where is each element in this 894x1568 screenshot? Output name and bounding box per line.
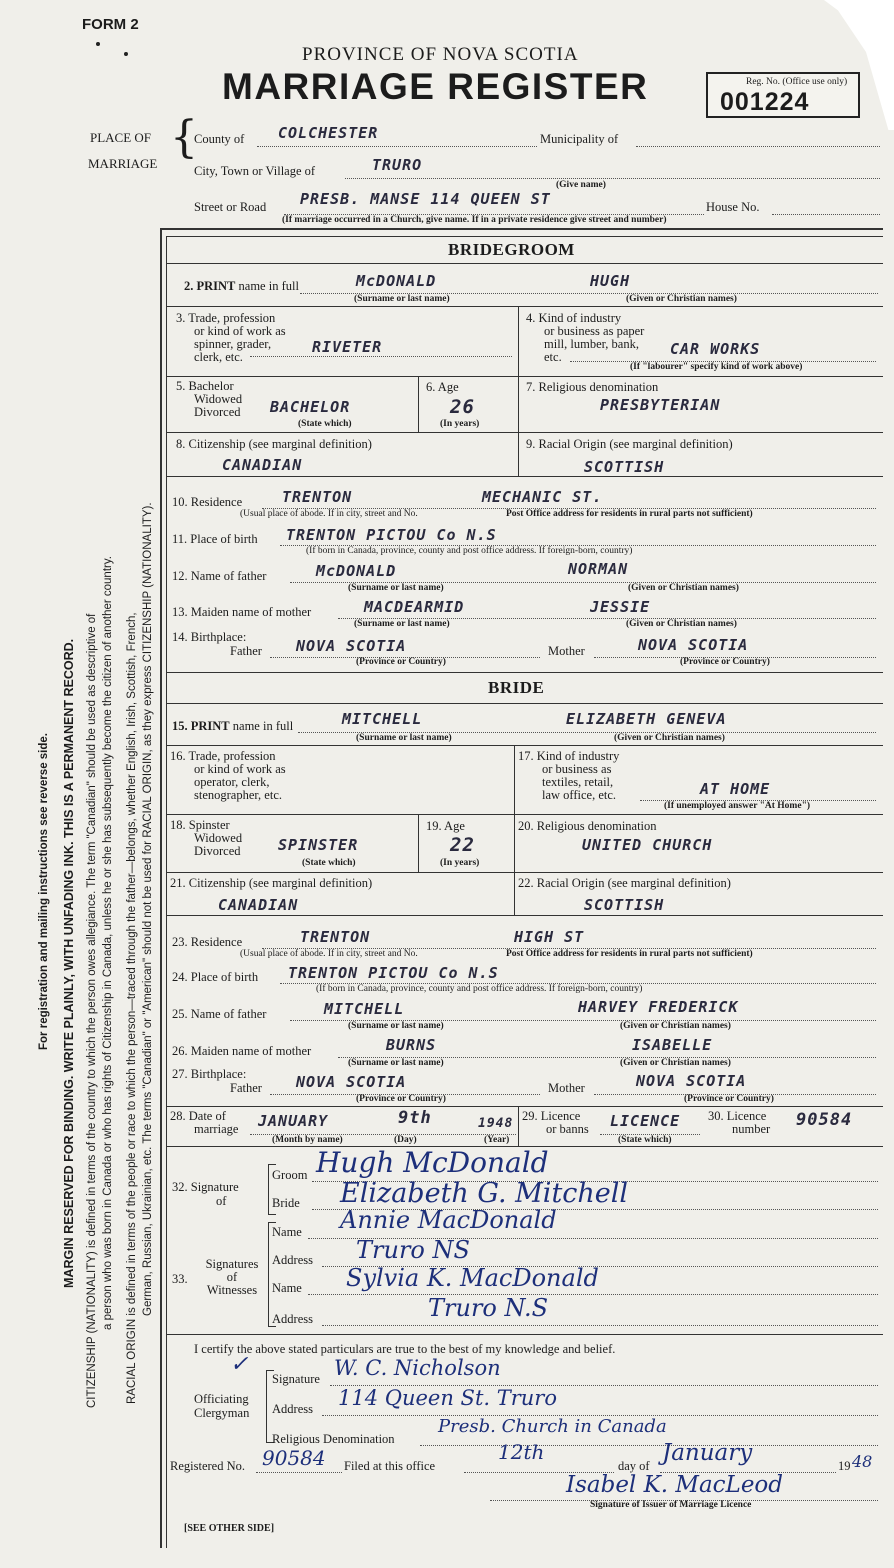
marriage-day: 9th xyxy=(398,1108,432,1128)
marriage-month: JANUARY xyxy=(258,1112,329,1130)
surname-caption: (Surname or last name) xyxy=(348,1021,444,1031)
f6-label: 6. Age xyxy=(426,380,459,394)
clergy-mark: ✓ xyxy=(230,1352,249,1377)
f9-label: 9. Racial Origin (see marginal definition) xyxy=(526,437,733,451)
bride-residence-street: HIGH ST xyxy=(514,928,585,946)
issuer-signature: Isabel K. MacLeod xyxy=(566,1472,784,1498)
bride-industry: AT HOME xyxy=(700,780,771,798)
w1-address-sig: Truro NS xyxy=(356,1236,470,1264)
bride-mother-given: ISABELLE xyxy=(632,1036,713,1054)
county-label: County of xyxy=(194,132,245,146)
groom-birthplace: TRENTON PICTOU Co N.S xyxy=(286,526,497,544)
margin-note-4: a person who was born in Canada or who has rights of Citizenship in Canada, unless he or she has subsequently become the citizen of another country. xyxy=(102,556,114,1330)
rule xyxy=(166,432,883,433)
clergy-signature-label: Signature xyxy=(272,1372,320,1386)
state-which-caption: (State which) xyxy=(302,858,356,868)
mother-label: Mother xyxy=(548,644,585,658)
bracket xyxy=(266,1370,274,1371)
f17-caption: (If unemployed answer "At Home") xyxy=(664,801,811,811)
f27-label: 27. Birthplace: xyxy=(172,1067,247,1081)
groom-citizenship: CANADIAN xyxy=(222,456,303,474)
bride-heading: BRIDE xyxy=(488,678,545,697)
bride-age: 22 xyxy=(450,834,475,856)
groom-father-surname: McDONALD xyxy=(316,562,397,580)
filed-month: January xyxy=(662,1440,753,1466)
rule xyxy=(166,703,883,704)
bride-citizenship: CANADIAN xyxy=(218,896,299,914)
place-group-label: PLACE OF xyxy=(90,130,152,145)
groom-industry: CAR WORKS xyxy=(670,340,761,358)
filed-day: 12th xyxy=(498,1440,545,1464)
bracket xyxy=(268,1214,276,1215)
prov-caption: (Province or Country) xyxy=(684,1094,774,1104)
f24-label: 24. Place of birth xyxy=(172,970,259,984)
groom-mother-birthplace: NOVA SCOTIA xyxy=(638,636,749,654)
bride-father-surname: MITCHELL xyxy=(324,1000,405,1018)
margin-note-3: CITIZENSHIP (NATIONALITY) is defined in terms of the country to which the person owes allegiance. The term "Canadian" should be used as descriptive of xyxy=(86,613,98,1408)
groom-religion: PRESBYTERIAN xyxy=(600,396,721,414)
f33-label: Signatures of Witnesses xyxy=(205,1257,259,1297)
mother-label: Mother xyxy=(548,1081,585,1095)
dotted-line xyxy=(322,1325,878,1326)
ink-dot xyxy=(124,52,128,56)
house-label: House No. xyxy=(706,200,760,214)
f5-label: 5. Bachelor Widowed Divorced xyxy=(176,379,243,419)
f24-caption: (If born in Canada, province, county and post office address. If foreign-born, country) xyxy=(316,984,643,994)
given-caption: (Given or Christian names) xyxy=(620,1058,731,1068)
dotted-line xyxy=(250,356,512,357)
f23-label: 23. Residence xyxy=(172,935,243,949)
street-value: PRESB. MANSE 114 QUEEN ST xyxy=(300,190,551,208)
bride-given: ELIZABETH GENEVA xyxy=(566,710,727,728)
w2-address-sig: Truro N.S xyxy=(428,1294,549,1322)
f32-label: 32. Signature of xyxy=(172,1180,239,1208)
in-years-caption: (In years) xyxy=(440,419,480,429)
bride-father-birthplace: NOVA SCOTIA xyxy=(296,1073,407,1091)
give-name-caption: (Give name) xyxy=(556,180,606,190)
bride-sig-label: Bride xyxy=(272,1196,300,1210)
given-caption: (Given or Christian names) xyxy=(626,619,737,629)
county-value: COLCHESTER xyxy=(278,124,379,142)
bride-origin: SCOTTISH xyxy=(584,896,665,914)
certify-statement: I certify the above stated particulars are true to the best of my knowledge and belief. xyxy=(194,1342,616,1356)
groom-residence-city: TRENTON xyxy=(282,488,353,506)
w1-address-label: Address xyxy=(272,1253,313,1267)
bride-mother-surname: BURNS xyxy=(386,1036,437,1054)
father-label: Father xyxy=(230,1081,262,1095)
in-years-caption: (In years) xyxy=(440,858,480,868)
rule xyxy=(166,745,883,746)
rule xyxy=(166,263,883,264)
dotted-line xyxy=(308,1294,878,1295)
f14-label: 14. Birthplace: xyxy=(172,630,247,644)
w1-name-label: Name xyxy=(272,1225,302,1239)
street-label: Street or Road xyxy=(194,200,267,214)
w2-name-label: Name xyxy=(272,1281,302,1295)
w2-address-label: Address xyxy=(272,1312,313,1326)
bride-signature: Elizabeth G. Mitchell xyxy=(340,1178,629,1209)
surname-caption: (Surname or last name) xyxy=(348,1058,444,1068)
surname-caption: (Surname or last name) xyxy=(354,619,450,629)
f25-label: 25. Name of father xyxy=(172,1007,267,1021)
groom-origin: SCOTTISH xyxy=(584,458,665,476)
rule xyxy=(166,1334,883,1335)
column-divider xyxy=(518,306,519,476)
margin-note-2: MARGIN RESERVED FOR BINDING. WRITE PLAINLY, WITH UNFADING INK. THIS IS A PERMANENT RECORD. xyxy=(62,638,76,1288)
prov-caption: (Province or Country) xyxy=(680,657,770,667)
bracket xyxy=(268,1164,269,1214)
w2-name-sig: Sylvia K. MacDonald xyxy=(346,1264,599,1292)
province-title: PROVINCE OF NOVA SCOTIA xyxy=(302,44,579,65)
municipality-label: Municipality of xyxy=(540,132,619,146)
clergy-group-label: Officiating Clergyman xyxy=(194,1392,250,1420)
column-divider xyxy=(418,376,419,432)
reg-number-box xyxy=(706,72,860,118)
dotted-line xyxy=(420,1445,878,1446)
place-group-label-2: MARRIAGE xyxy=(88,156,158,171)
f26-label: 26. Maiden name of mother xyxy=(172,1044,312,1058)
f2-label: 2. PRINT name in full xyxy=(184,279,299,293)
f3-label: 3. Trade, profession or kind of work as spinner, grader, clerk, etc. xyxy=(176,311,286,364)
groom-father-birthplace: NOVA SCOTIA xyxy=(296,637,407,655)
groom-mother-surname: MACDEARMID xyxy=(364,598,465,616)
groom-surname: McDONALD xyxy=(356,272,437,290)
surname-caption: (Surname or last name) xyxy=(354,294,450,304)
bracket xyxy=(268,1164,276,1165)
f8-label: 8. Citizenship (see marginal definition) xyxy=(176,437,372,451)
f17-label: 17. Kind of industry or business as textiles, retail, law office, etc. xyxy=(518,749,620,802)
clergy-signature: W. C. Nicholson xyxy=(334,1356,501,1380)
given-caption: (Given or Christian names) xyxy=(614,733,725,743)
f22-label: 22. Racial Origin (see marginal definition) xyxy=(518,876,731,890)
column-divider xyxy=(518,1106,519,1146)
f10-label: 10. Residence xyxy=(172,495,243,509)
clergy-address-label: Address xyxy=(272,1402,313,1416)
f10-caption-b: Post Office address for residents in rural parts not sufficient) xyxy=(506,509,753,519)
rule xyxy=(166,376,883,377)
prov-caption: (Province or Country) xyxy=(356,1094,446,1104)
municipality-line xyxy=(636,146,880,147)
clergy-address: 114 Queen St. Truro xyxy=(338,1386,557,1410)
city-label: City, Town or Village of xyxy=(194,164,316,178)
f18-label: 18. Spinster Widowed Divorced xyxy=(170,818,243,858)
bride-religion: UNITED CHURCH xyxy=(582,836,713,854)
city-line xyxy=(345,178,880,179)
groom-trade: RIVETER xyxy=(312,338,383,356)
f13-label: 13. Maiden name of mother xyxy=(172,605,312,619)
clergy-denom-label: Religious Denomination xyxy=(272,1432,395,1446)
margin-note-6: German, Russian, Ukrainian, etc. The terms "Canadian" or "American" should not be used for RACIAL ORIGIN, as they express CITIZENSHIP (NATIONALITY). xyxy=(142,502,154,1316)
rule xyxy=(166,306,883,307)
column-divider xyxy=(514,745,515,915)
reg-box-label: Reg. No. (Office use only) xyxy=(746,77,848,87)
register-title: MARRIAGE REGISTER xyxy=(222,66,649,107)
f4-caption: (If "labourer" specify kind of work above) xyxy=(630,362,803,372)
registered-label: Registered No. xyxy=(170,1459,245,1473)
w1-name-sig: Annie MacDonald xyxy=(340,1206,557,1234)
groom-mother-given: JESSIE xyxy=(590,598,651,616)
given-caption: (Given or Christian names) xyxy=(620,1021,731,1031)
state-which-caption: (State which) xyxy=(618,1135,672,1145)
bracket xyxy=(268,1222,276,1223)
rule xyxy=(166,915,883,916)
rule xyxy=(166,814,883,815)
bracket xyxy=(266,1370,267,1442)
bride-status: SPINSTER xyxy=(278,836,359,854)
groom-sig-label: Groom xyxy=(272,1168,308,1182)
rule xyxy=(166,672,883,673)
form-label: FORM 2 xyxy=(82,16,139,33)
given-caption: (Given or Christian names) xyxy=(626,294,737,304)
year-caption: (Year) xyxy=(484,1135,510,1145)
bride-birthplace: TRENTON PICTOU Co N.S xyxy=(288,964,499,982)
county-line xyxy=(257,146,537,147)
margin-note-1: For registration and mailing instructions see reverse side. xyxy=(38,733,50,1050)
licence-or-banns: LICENCE xyxy=(610,1112,681,1130)
f20-label: 20. Religious denomination xyxy=(518,819,657,833)
f11-label: 11. Place of birth xyxy=(172,532,258,546)
day-of-label: day of xyxy=(618,1459,650,1473)
state-which-caption: (State which) xyxy=(298,419,352,429)
groom-age: 26 xyxy=(450,396,475,418)
given-caption: (Given or Christian names) xyxy=(628,583,739,593)
brace: { xyxy=(170,112,198,163)
city-value: TRURO xyxy=(372,156,423,174)
f30-label: 30. Licence number xyxy=(708,1109,771,1136)
f23-caption-b: Post Office address for residents in rural parts not sufficient) xyxy=(506,949,753,959)
f21-label: 21. Citizenship (see marginal definition) xyxy=(170,876,373,890)
bride-residence-city: TRENTON xyxy=(300,928,371,946)
month-caption: (Month by name) xyxy=(272,1135,343,1145)
filed-year-prefix: 19 xyxy=(838,1459,851,1473)
groom-status: BACHELOR xyxy=(270,398,351,416)
f15-label: 15. PRINT name in full xyxy=(172,719,294,733)
margin-note-5: RACIAL ORIGIN is defined in terms of the people or race to which the person—traced through the father—belongs, whether English, Irish, Scottish, French, xyxy=(126,612,138,1404)
groom-father-given: NORMAN xyxy=(568,560,629,578)
ink-dot xyxy=(96,42,100,46)
reg-number: 001224 xyxy=(720,88,810,116)
groom-given: HUGH xyxy=(590,272,631,290)
bracket xyxy=(268,1222,269,1326)
rule xyxy=(166,236,883,237)
filed-year-suffix: 48 xyxy=(852,1452,873,1471)
day-caption: (Day) xyxy=(394,1135,417,1145)
f28-label: 28. Date of marriage xyxy=(170,1109,239,1136)
father-label: Father xyxy=(230,644,262,658)
f11-caption: (If born in Canada, province, county and post office address. If foreign-born, country) xyxy=(306,546,633,556)
marriage-year: 1948 xyxy=(478,1116,514,1131)
f19-label: 19. Age xyxy=(426,819,465,833)
bride-surname: MITCHELL xyxy=(342,710,423,728)
place-note: (If marriage occurred in a Church, give name. If in a private residence give street and number) xyxy=(282,215,667,225)
registered-number: 90584 xyxy=(262,1446,326,1470)
groom-signature: Hugh McDonald xyxy=(316,1146,549,1179)
filed-label: Filed at this office xyxy=(344,1459,436,1473)
licence-number: 90584 xyxy=(796,1110,853,1130)
dotted-line xyxy=(256,1472,342,1473)
surname-caption: (Surname or last name) xyxy=(348,583,444,593)
groom-heading: BRIDEGROOM xyxy=(448,240,575,259)
rule xyxy=(166,476,883,477)
f7-label: 7. Religious denomination xyxy=(526,380,659,394)
bride-father-given: HARVEY FREDERICK xyxy=(578,998,739,1016)
bride-mother-birthplace: NOVA SCOTIA xyxy=(636,1072,747,1090)
f12-label: 12. Name of father xyxy=(172,569,267,583)
groom-residence-street: MECHANIC ST. xyxy=(482,488,603,506)
clergy-denomination: Presb. Church in Canada xyxy=(438,1416,667,1437)
column-divider xyxy=(418,814,419,872)
f23-caption-a: (Usual place of abode. If in city, street and No. xyxy=(240,949,418,959)
f10-caption-a: (Usual place of abode. If in city, street and No. xyxy=(240,509,418,519)
rule xyxy=(166,1106,883,1107)
see-other-side: [SEE OTHER SIDE] xyxy=(184,1523,275,1534)
surname-caption: (Surname or last name) xyxy=(356,733,452,743)
f16-label: 16. Trade, profession or kind of work as operator, clerk, stenographer, etc. xyxy=(170,749,286,802)
house-line xyxy=(772,214,880,215)
f4-label: 4. Kind of industry or business as paper mill, lumber, bank, etc. xyxy=(526,311,645,364)
issuer-caption: Signature of Issuer of Marriage Licence xyxy=(590,1500,752,1510)
prov-caption: (Province or Country) xyxy=(356,657,446,667)
rule xyxy=(166,872,883,873)
f33-number: 33. xyxy=(172,1272,188,1286)
f29-label: 29. Licence or banns xyxy=(522,1109,589,1136)
